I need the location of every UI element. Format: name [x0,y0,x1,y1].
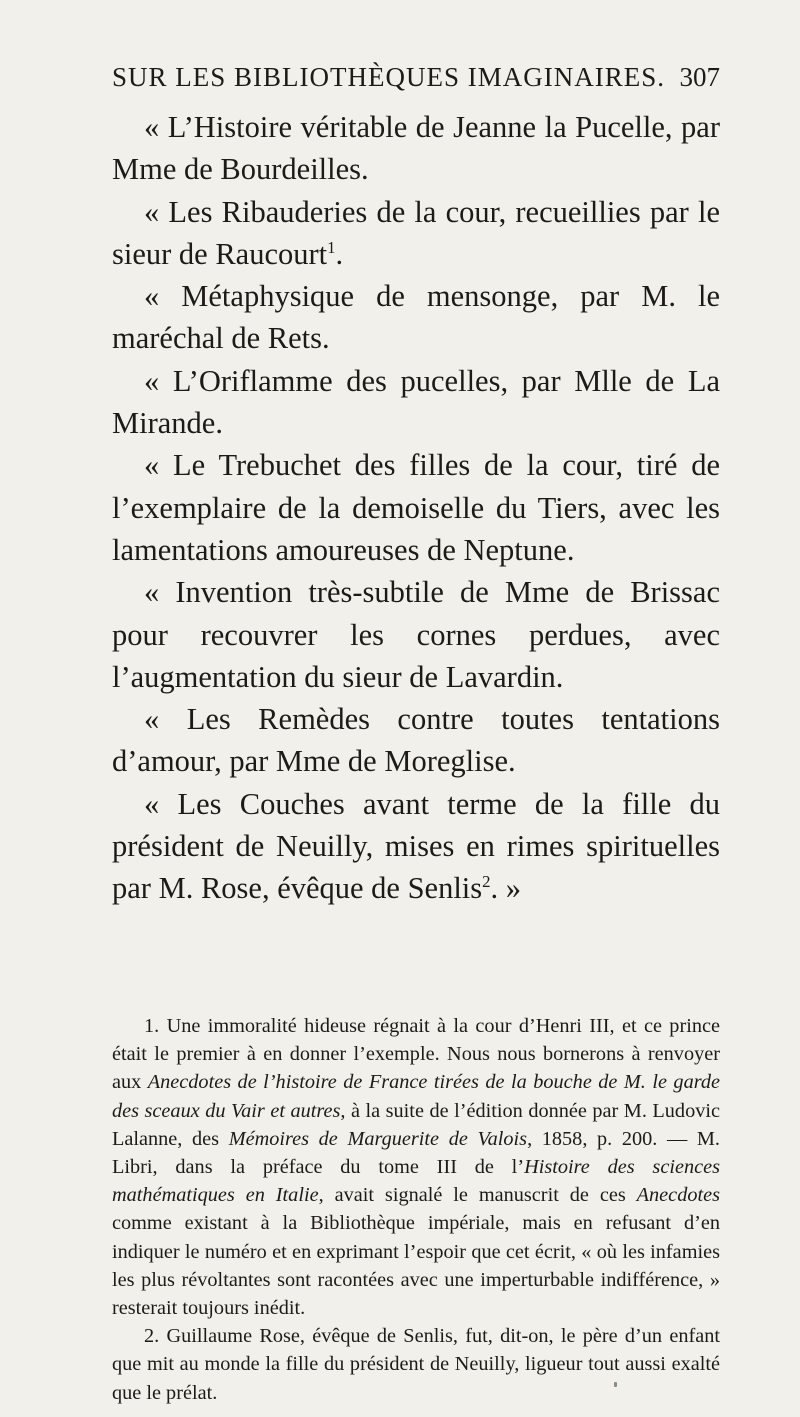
entry-metaphysique: « Métaphysique de mensonge, par M. le maréchal de Rets. [112,279,720,356]
paper-speck [614,1382,617,1387]
entry-remedes: « Les Remèdes contre toutes tentations d’amour, par Mme de Moreglise. [112,702,720,779]
entry-ribauderies: « Les Ribauderies de la cour, recueillies par le sieur de Raucourt$^1$. [112,194,720,271]
entry-oriflamme: « L’Oriflamme des pucelles, par Mlle de La Mirande. [112,363,720,441]
running-head [112,62,720,96]
footnote-2: 2. Guillaume Rose, évêque de Senlis, fut, dit-on, le père d’un enfant que mit au monde la fille du président de Neuilly, ligueur tout aussi exalté que le prélat. [112,1325,720,1404]
main-text [112,106,720,910]
entry-trebuchet: « Le Trebuchet des filles de la cour, tiré de l’exemplaire de la demoiselle du Tiers, avec les lamentations amoureuses de Neptune. [112,448,720,567]
entry-invention: « Invention très-subtile de Mme de Brissac pour recouvrer les cornes perdues, avec l’augmentation du sieur de Lavardin. [112,575,720,694]
footnotes [112,1012,720,1407]
entry-jeanne-la-pucelle: « L’Histoire véritable de Jeanne la Pucelle, par Mme de Bourdeilles. [112,110,720,187]
running-title: SUR LES BIBLIOTHÈQUES IMAGINAIRES. [112,62,665,92]
footnote-1: 1. Une immoralité hideuse régnait à la cour d’Henri III, et ce prince était le premier à en donner l’exemple. Nous nous bornerons à renvoyer aux Anecdotes de l’histoire de France tirées de la bouche de M. le garde des sceaux du Vair et autres, à la suite de l’édition donnée par M. Ludovic Lalanne, des Mémoires de Marguerite de Valois, 1858, p. 200. — M. Libri, dans la préface du tome III de l’Histoire des sciences mathématiques en Italie, avait signalé le manuscrit de ces Anecdotes comme existant à la Bibliothèque impériale, mais en refusant d’en indiquer le numéro et en exprimant l’espoir que cet écrit, « où les infamies les plus révoltantes sont racontées avec une imperturbable indifférence, » resterait toujours inédit. [112,1015,721,1320]
note-ref-1[interactable]: 1 [327,238,336,257]
page-number: 307 [679,62,720,92]
entry-couches: « Les Couches avant terme de la fille du président de Neuilly, mises en rimes spirituelles par M. Rose, évêque de Senlis$^2$. » [112,786,720,906]
note-ref-2[interactable]: 2 [482,872,491,892]
